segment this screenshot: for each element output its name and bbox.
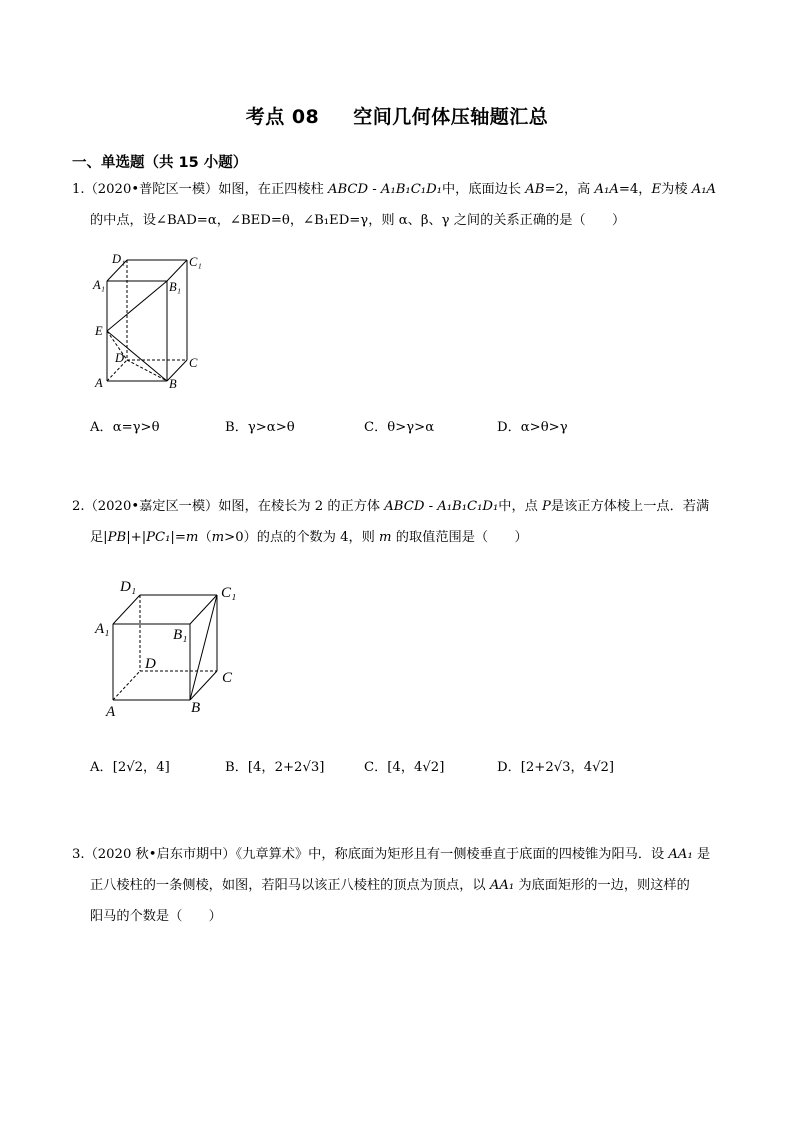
option-b[interactable]: B．γ>α>θ bbox=[225, 420, 295, 435]
option-c[interactable]: C．θ>γ>α bbox=[364, 420, 435, 435]
option-d-label: D． bbox=[497, 760, 521, 775]
hidden-segment-db bbox=[127, 360, 167, 381]
point-name: E bbox=[651, 182, 662, 197]
segment-eb1 bbox=[107, 281, 167, 331]
title-text: 空间几何体压轴题汇总 bbox=[353, 106, 549, 128]
edge-a1d1 bbox=[113, 595, 140, 624]
option-c-label: C． bbox=[364, 760, 388, 775]
question-source: （2020•嘉定区一模） bbox=[84, 499, 219, 514]
option-d[interactable] bbox=[497, 756, 614, 775]
option-a[interactable] bbox=[90, 756, 170, 775]
question-text: >0）的点的个数为 4，则 bbox=[224, 530, 380, 545]
question-1-line-2: 的中点，设∠BAD=α，∠BED=θ，∠B₁ED=γ，则 α、β、γ 之间的关系正确的是（ ） bbox=[90, 213, 626, 228]
figure-1-prism bbox=[90, 248, 220, 396]
label-b: B bbox=[191, 700, 201, 716]
question-text: |+| bbox=[126, 530, 147, 545]
option-a[interactable]: A．α=γ>θ bbox=[90, 420, 160, 435]
question-text: 足| bbox=[90, 530, 108, 545]
option-a-label: A． bbox=[90, 760, 113, 775]
option-d-value: [2+2√3，4√2] bbox=[520, 760, 615, 775]
label-c1: C₁ bbox=[189, 255, 202, 269]
section-heading: 一、单选题（共 15 小题） bbox=[72, 155, 248, 171]
variable-m: m bbox=[211, 530, 225, 545]
option-c-value: [4，4√2] bbox=[387, 760, 445, 775]
question-text: 是该正方体棱上一点．若满 bbox=[550, 499, 710, 514]
label-a1: A₁ bbox=[95, 621, 110, 637]
segment-name: A₁A bbox=[594, 182, 619, 197]
question-3-line-2 bbox=[90, 871, 690, 900]
question-text: 如图，在棱长为 2 的正方体 bbox=[218, 499, 385, 514]
question-2-line-2 bbox=[90, 523, 528, 552]
label-a: A bbox=[106, 704, 116, 720]
label-c1: C₁ bbox=[221, 585, 237, 601]
solid-name: ABCD - A₁B₁C₁D₁ bbox=[384, 499, 499, 514]
label-d1: D₁ bbox=[112, 252, 126, 266]
question-text: 的取值范围是（ ） bbox=[391, 530, 528, 545]
option-d[interactable]: D．α>θ>γ bbox=[497, 420, 568, 435]
question-1-line-1 bbox=[72, 175, 716, 204]
variable-m: m bbox=[185, 530, 199, 545]
label-b1: B₁ bbox=[173, 627, 188, 643]
question-2-line-1 bbox=[72, 492, 709, 521]
label-b1: B₁ bbox=[169, 280, 181, 294]
hidden-edge-ad bbox=[113, 671, 140, 700]
edge-b1c1 bbox=[167, 260, 187, 281]
label-c: C bbox=[189, 356, 198, 370]
question-source: （2020•普陀区一模） bbox=[84, 182, 219, 197]
label-b: B bbox=[169, 377, 177, 391]
option-b-label: B． bbox=[225, 760, 248, 775]
segment-name: PC₁ bbox=[146, 530, 171, 545]
variable-m: m bbox=[379, 530, 392, 545]
question-text: 《九章算术》中，称底面为矩形且有一侧棱垂直于底面的四棱锥为阳马．设 bbox=[235, 847, 669, 862]
option-a-value: [2√2，4] bbox=[112, 760, 170, 775]
question-text: =2，高 bbox=[544, 182, 595, 197]
title-code: 考点 08 bbox=[245, 106, 320, 128]
label-d: D bbox=[115, 351, 125, 365]
question-text: =4， bbox=[618, 182, 652, 197]
question-number: 1. bbox=[72, 182, 85, 197]
label-a: A bbox=[95, 376, 103, 390]
question-text: |= bbox=[170, 530, 186, 545]
segment-name: PB bbox=[107, 530, 127, 545]
option-c[interactable] bbox=[364, 756, 444, 775]
label-d1: D₁ bbox=[120, 579, 137, 595]
question-source: （2020 秋•启东市期中） bbox=[84, 847, 236, 862]
option-b[interactable] bbox=[225, 756, 324, 775]
page-title bbox=[0, 102, 794, 129]
question-number: 2. bbox=[72, 499, 85, 514]
option-b-value: [4，2+2√3] bbox=[247, 760, 325, 775]
segment-name: A₁A bbox=[691, 182, 717, 197]
question-text: 如图，在正四棱柱 bbox=[218, 182, 328, 197]
segment-name: AB bbox=[525, 182, 545, 197]
question-3-line-1 bbox=[72, 840, 710, 869]
segment-name: AA₁ bbox=[668, 847, 693, 862]
question-text: 为底面矩形的一边，则这样的 bbox=[514, 878, 690, 893]
label-c: C bbox=[222, 670, 233, 686]
label-e: E bbox=[95, 324, 103, 338]
figure-2-cube bbox=[92, 572, 252, 722]
segment-bc1 bbox=[190, 595, 217, 700]
question-text: 中，底面边长 bbox=[441, 182, 526, 197]
question-text: 中，点 bbox=[498, 499, 543, 514]
question-text: （ bbox=[198, 530, 212, 545]
label-d: D bbox=[145, 656, 156, 672]
question-text: 为棱 bbox=[661, 182, 692, 197]
label-a1: A₁ bbox=[93, 278, 105, 292]
segment-name: AA₁ bbox=[489, 878, 515, 893]
point-name: P bbox=[542, 499, 551, 514]
solid-name: ABCD - A₁B₁C₁D₁ bbox=[327, 182, 442, 197]
question-3-line-3: 阳马的个数是（ ） bbox=[90, 909, 222, 924]
question-number: 3. bbox=[72, 847, 85, 862]
question-text: 正八棱柱的一条侧棱，如图，若阳马以该正八棱柱的顶点为顶点，以 bbox=[90, 878, 490, 893]
question-text: 是 bbox=[692, 847, 711, 862]
